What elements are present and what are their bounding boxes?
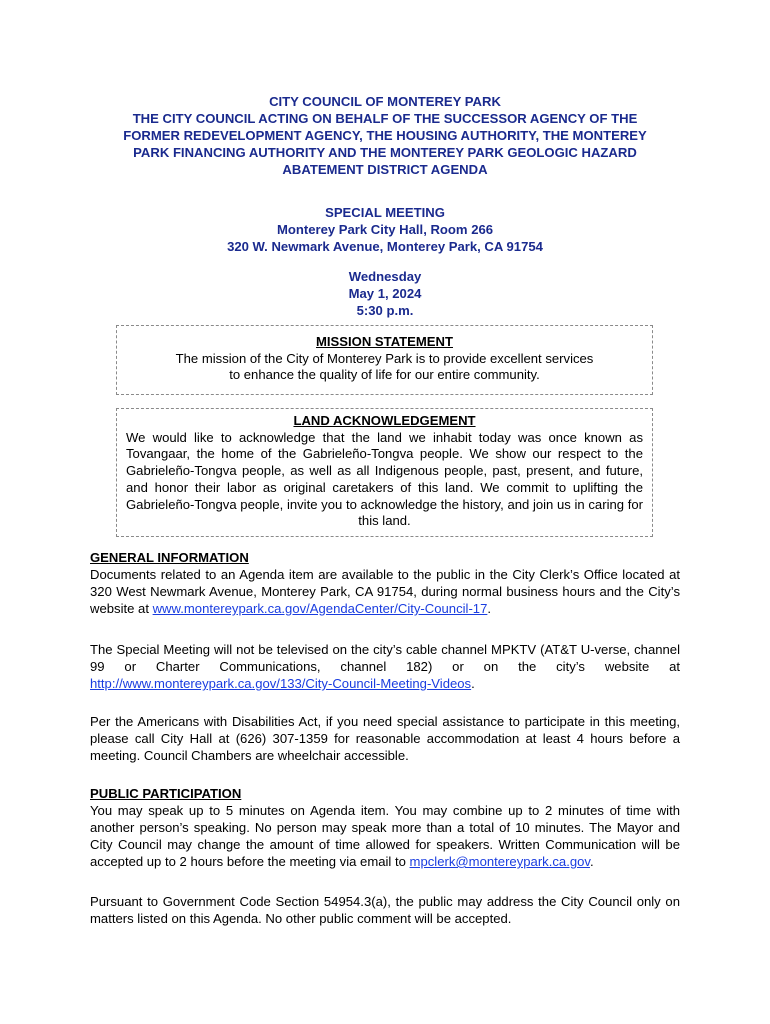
meeting-address: 320 W. Newmark Avenue, Monterey Park, CA 91754 xyxy=(227,239,543,254)
mission-statement-box xyxy=(116,325,653,395)
heading-line-5: ABATEMENT DISTRICT AGENDA xyxy=(282,162,488,177)
clerk-email-link[interactable]: mpclerk@montereypark.ca.gov xyxy=(409,854,590,869)
mission-title: MISSION STATEMENT xyxy=(316,334,453,349)
meeting-location: Monterey Park City Hall, Room 266 xyxy=(276,222,494,237)
general-p1-text: Documents related to an Agenda item are available to the public in the City Clerk’s Office located at 320 West Newmark Avenue, Monterey Park, CA 91754, during normal business hours and the City’s website at xyxy=(90,567,680,616)
general-title: GENERAL INFORMATION xyxy=(90,550,249,565)
public-p1-end: . xyxy=(589,854,594,869)
general-paragraph-1 xyxy=(90,566,680,617)
land-acknowledgement-box xyxy=(116,408,653,537)
mission-line-2: to enhance the quality of life for our entire community. xyxy=(229,367,540,383)
meeting-time: 5:30 p.m. xyxy=(356,303,414,318)
general-paragraph-2 xyxy=(90,641,680,692)
land-text: We would like to acknowledge that the land we inhabit today was once known as Tovangaar, the home of the Gabrieleño-Tongva people. We show our respect to the Gabrieleño-Tongva people, as well as all Indigenous people, past, present, and future, and honor their labor as original caretakers of this land. We commit to uplifting the Gabrieleño-Tongva people, invite you to acknowledge the history, and join us in caring for this land. xyxy=(126,429,643,529)
meeting-datetime xyxy=(60,268,710,319)
public-p1-text: You may speak up to 5 minutes on Agenda item. You may combine up to 2 minutes of time with another person’s speaking. No person may speak more than a total of 10 minutes. The Mayor and City Council may change the amount of time allowed for speakers. Written Communication will be accepted up to 2 hours before the meeting via email to xyxy=(90,803,680,869)
public-paragraph-2: Pursuant to Government Code Section 54954.3(a), the public may address the City Council only on matters listed on this Agenda. No other public comment will be accepted. xyxy=(90,894,680,926)
meeting-day: Wednesday xyxy=(348,269,422,284)
general-paragraph-2-block xyxy=(90,641,680,692)
general-p2-text: The Special Meeting will not be televised on the city’s cable channel MPKTV (AT&T U-verse, channel 99 or Charter Communications, channel 182) or on the city’s website at xyxy=(90,642,680,674)
meeting-videos-link[interactable]: http://www.montereypark.ca.gov/133/City-Council-Meeting-Videos xyxy=(90,676,472,691)
heading-line-2: THE CITY COUNCIL ACTING ON BEHALF OF THE SUCCESSOR AGENCY OF THE xyxy=(132,111,638,126)
general-p1-end: . xyxy=(487,601,492,616)
public-paragraph-2-block xyxy=(90,893,680,927)
heading-line-1: CITY COUNCIL OF MONTEREY PARK xyxy=(269,94,501,109)
meeting-info xyxy=(60,204,710,255)
land-title: LAND ACKNOWLEDGEMENT xyxy=(293,413,476,428)
public-paragraph-1 xyxy=(90,802,680,870)
general-p2-end: . xyxy=(471,676,475,691)
heading-line-4: PARK FINANCING AUTHORITY AND THE MONTEREY PARK GEOLOGIC HAZARD xyxy=(133,145,637,160)
general-paragraph-3: Per the Americans with Disabilities Act, if you need special assistance to participate in this meeting, please call City Hall at (626) 307-1359 for reasonable accommodation at least 4 hours before a meeting. Council Chambers are wheelchair accessible. xyxy=(90,714,680,763)
heading-line-3: FORMER REDEVELOPMENT AGENCY, THE HOUSING AUTHORITY, THE MONTEREY xyxy=(123,128,647,143)
meeting-date: May 1, 2024 xyxy=(348,286,422,301)
agenda-heading xyxy=(60,93,710,178)
meeting-type: SPECIAL MEETING xyxy=(325,205,445,220)
public-title: PUBLIC PARTICIPATION xyxy=(90,786,242,801)
general-information-section xyxy=(90,549,680,617)
mission-line-1: The mission of the City of Monterey Park is to provide excellent services xyxy=(175,350,594,366)
agenda-center-link[interactable]: www.montereypark.ca.gov/AgendaCenter/City-Council-17 xyxy=(152,601,488,616)
general-paragraph-3-block xyxy=(90,713,680,764)
public-participation-section xyxy=(90,785,680,870)
